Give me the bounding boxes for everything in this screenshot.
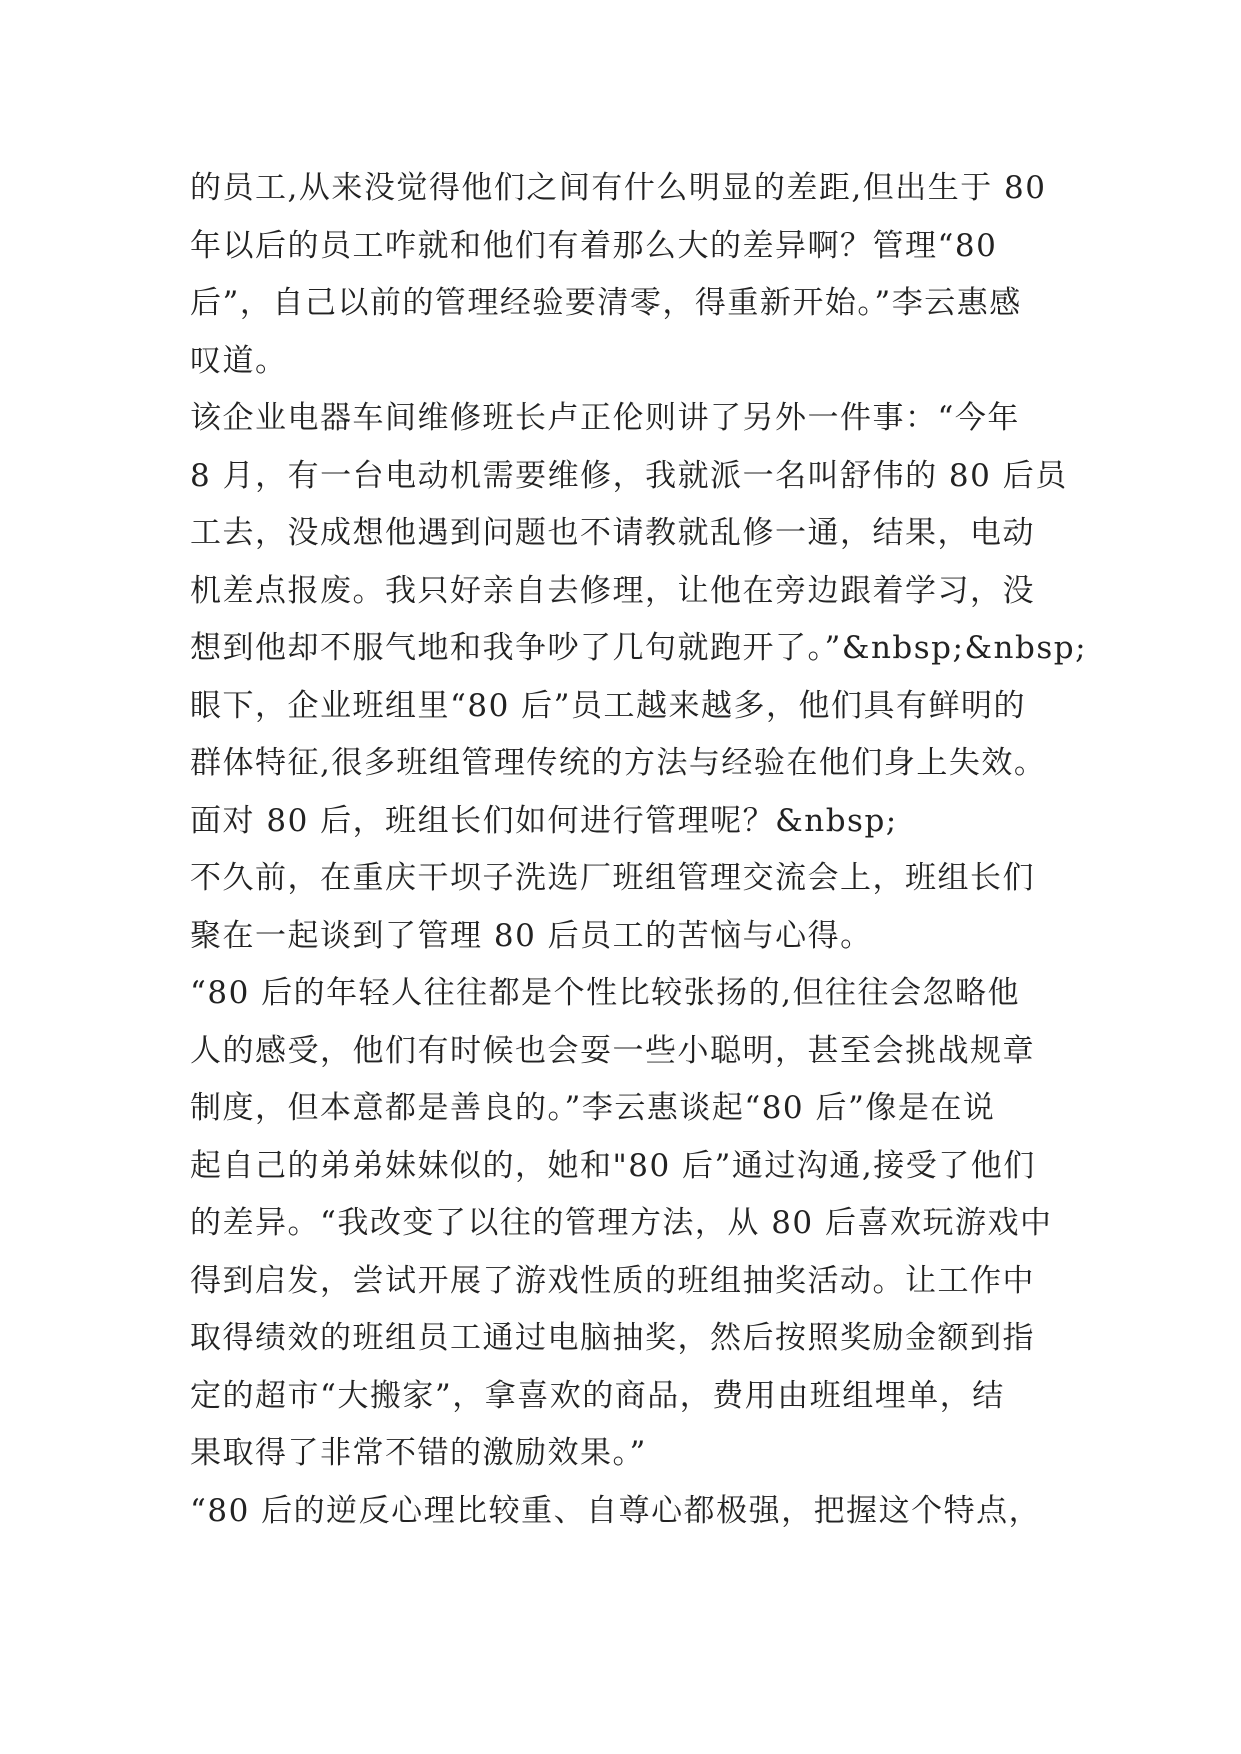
text-line: 定的超市“大搬家”，拿喜欢的商品，费用由班组埋单，结 xyxy=(190,1377,1005,1414)
text-line: 群体特征,很多班组管理传统的方法与经验在他们身上失效。 xyxy=(190,745,1047,781)
text-line: 机差点报废。我只好亲自去修理，让他在旁边跟着学习，没 xyxy=(190,572,1035,609)
text-line: 眼下，企业班组里“80 后”员工越来越多，他们具有鲜明的 xyxy=(190,687,1026,724)
text-line: 聚在一起谈到了管理 80 后员工的苦恼与心得。 xyxy=(190,917,873,954)
text-line: 面对 80 后，班组长们如何进行管理呢？&nbsp; xyxy=(190,802,898,839)
text-line: 叹道。 xyxy=(190,342,288,379)
text-line: 年以后的员工咋就和他们有着那么大的差异啊？管理“80 xyxy=(190,227,998,264)
text-line: 果取得了非常不错的激励效果。” xyxy=(190,1435,647,1471)
text-line: 工去，没成想他遇到问题也不请教就乱修一通，结果，电动 xyxy=(190,515,1035,551)
text-line: 人的感受，他们有时候也会耍一些小聪明，甚至会挑战规章 xyxy=(190,1032,1035,1069)
text-line: 起自己的弟弟妹妹似的，她和"80 后”通过沟通,接受了他们 xyxy=(190,1147,1036,1184)
text-line: 制度，但本意都是善良的。”李云惠谈起“80 后”像是在说 xyxy=(190,1090,996,1126)
text-line: 不久前，在重庆干坝子洗选厂班组管理交流会上，班组长们 xyxy=(190,860,1035,896)
text-line: 得到启发，尝试开展了游戏性质的班组抽奖活动。让工作中 xyxy=(190,1262,1035,1299)
text-line: 该企业电器车间维修班长卢正伦则讲了另外一件事：“今年 xyxy=(190,400,1020,436)
text-line: 取得绩效的班组员工通过电脑抽奖，然后按照奖励金额到指 xyxy=(190,1320,1035,1356)
text-line: 的员工,从来没觉得他们之间有什么明显的差距,但出生于 80 xyxy=(190,170,1047,206)
text-line: “80 后的逆反心理比较重、自尊心都极强，把握这个特点， xyxy=(190,1492,1042,1529)
text-line: 后”，自己以前的管理经验要清零，得重新开始。”李云惠感 xyxy=(190,285,1022,321)
text-line: 8 月，有一台电动机需要维修，我就派一名叫舒伟的 80 后员 xyxy=(190,457,1068,494)
text-line: “80 后的年轻人往往都是个性比较张扬的,但往往会忽略他 xyxy=(190,975,1020,1011)
text-line: 想到他却不服气地和我争吵了几句就跑开了。”&nbsp;&nbsp; xyxy=(190,630,1088,666)
body-text xyxy=(190,160,1090,1540)
text-line: 的差异。“我改变了以往的管理方法，从 80 后喜欢玩游戏中 xyxy=(190,1205,1053,1241)
